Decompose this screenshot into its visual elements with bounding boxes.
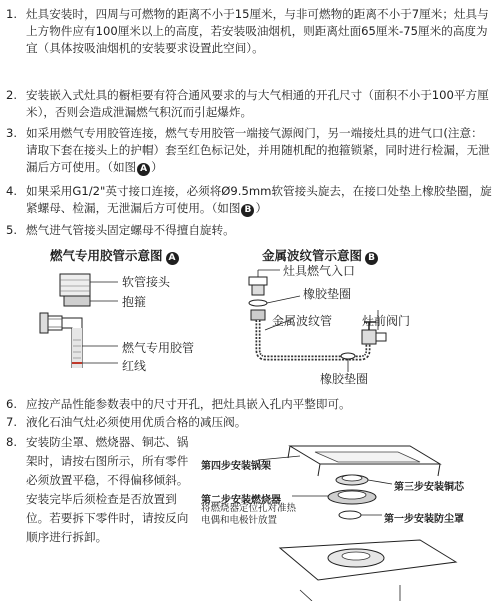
item-number: 8. — [6, 435, 18, 449]
step-2-note: 将燃烧器定位孔对准热电偶和电极针放置 — [201, 503, 297, 526]
label-corrugated-pipe: 金属波纹管 — [272, 314, 333, 328]
label-rubber-gasket-bottom: 橡胶垫圈 — [320, 372, 369, 386]
figure-a-badge-icon: A — [166, 252, 179, 265]
item-number: 6. — [6, 397, 18, 411]
item-number: 1. — [6, 7, 18, 21]
item-number: 7. — [6, 415, 18, 429]
item-text: 灶具安装时，四周与可燃物的距离不小于15厘米，与非可燃物的距离不小于7厘米；灶具与上方物件应有100厘米以上的高度，若安装吸油烟机，则距离灶面65厘米-75厘米的高度为宜（具体按吸油烟机的安装要求设置此空间）。 — [26, 7, 489, 55]
item-tail: ） — [151, 160, 163, 174]
label-red-line: 红线 — [122, 359, 147, 373]
item-tail: ） — [255, 201, 268, 215]
label-stove-valve: 灶前阀门 — [362, 314, 411, 328]
item-number: 2. — [6, 88, 18, 102]
label-clamp: 抱箍 — [122, 295, 147, 309]
step-1-label: 第一步安装防尘罩 — [384, 514, 464, 525]
label-gas-hose: 燃气专用胶管 — [122, 341, 195, 355]
item-text: 燃气进气管接头固定螺母不得擅自旋转。 — [26, 223, 235, 237]
item-number: 3. — [6, 126, 18, 140]
item-text: 液化石油气灶必须使用优质合格的减压阀。 — [26, 415, 247, 429]
item-number: 4. — [6, 184, 18, 198]
item-text: 安装防尘罩、燃烧器、铜芯、锅架时，请按右图所示，所有零件必须放置平稳，不得偏移倾斜。安装完毕后须检查是否放置到位。若要拆下零件时，请按反向顺序进行拆卸。 — [26, 435, 189, 544]
item-text: 安装嵌入式灶具的橱柜要有符合通风要求的与大气相通的开孔尺寸（面积不小于100平方厘米），否则会造成泄漏燃气积沉而引起爆炸。 — [26, 88, 489, 119]
figure-a-badge-icon: A — [137, 163, 150, 176]
item-text: 如采用燃气专用胶管连接，燃气专用胶管一端接气源阀门，另一端接灶具的进气口(注意：请取下套在接头上的护帽）套至红色标记处，并用随机配的抱箍锁紧，同时进行检漏，无泄漏后方可使用。（如图 — [26, 126, 490, 174]
step-4-label: 第四步安装锅架 — [201, 461, 271, 472]
item-text: 应按产品性能参数表中的尺寸开孔，把灶具嵌入孔内平整即可。 — [26, 397, 351, 411]
label-stove-gas-inlet: 灶具燃气入口 — [283, 264, 356, 278]
figure-b-title: 金属波纹管示意图 B — [262, 246, 379, 265]
item-number: 5. — [6, 223, 18, 237]
item-text: 如果采用G1/2"英寸接口连接，必须将Ø9.5mm软管接头旋去，在接口处垫上橡胶垫圈，旋紧螺母、检漏，无泄漏后方可使用。（如图 — [26, 184, 492, 215]
figure-b-badge-icon: B — [241, 204, 254, 217]
step-3-label: 第三步安装铜芯 — [394, 482, 464, 493]
label-rubber-gasket-top: 橡胶垫圈 — [303, 287, 352, 301]
figure-a-title: 燃气专用胶管示意图 A — [50, 246, 180, 265]
figure-b-badge-icon: B — [365, 252, 378, 265]
label-hose-joint: 软管接头 — [122, 275, 171, 289]
step-2-label: 第二步安装燃烧器 — [201, 495, 281, 506]
